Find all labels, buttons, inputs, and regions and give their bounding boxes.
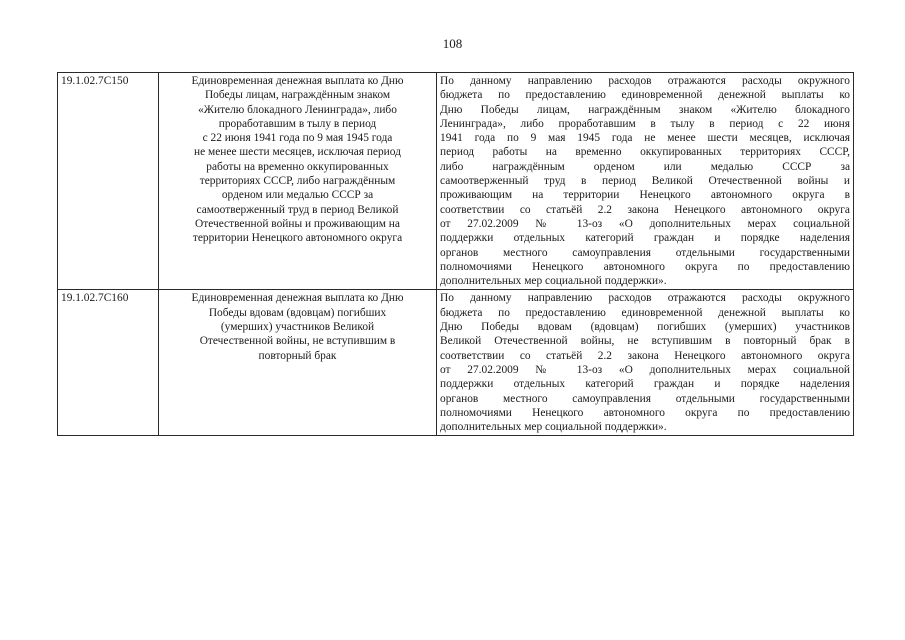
description-line: 1941 года по 9 мая 1945 года не менее шести месяцев, исключая xyxy=(440,132,850,145)
description-line: дополнительных мер социальной поддержки». xyxy=(440,275,667,288)
expense-code-cell xyxy=(58,290,159,436)
description-line: соответствии со статьёй 2.2 закона Ненецкого автономного округа xyxy=(440,349,850,362)
budget-classification-table xyxy=(57,72,854,436)
description-line: полномочиями Ненецкого автономного округа по предоставлению xyxy=(440,406,850,419)
expense-name-line: Отечественной войны, не вступившим в xyxy=(199,335,396,348)
expense-description-cell xyxy=(437,73,854,290)
expense-code: 19.1.02.7С160 xyxy=(61,292,129,305)
table-row xyxy=(58,73,854,290)
expense-name-line: территориях СССР, либо награждённым xyxy=(199,175,396,188)
description-line: либо награждённым орденом или медалью СССР за xyxy=(440,160,850,173)
expense-name-line: проработавшим в тылу в период xyxy=(218,117,377,130)
description-line: бюджета по предоставлению единовременной денежной выплаты ко xyxy=(440,306,850,319)
page-number: 108 xyxy=(442,36,463,51)
description-line: органов местного самоуправления отдельными государственными xyxy=(440,246,850,259)
expense-name-cell xyxy=(159,73,437,290)
expense-name-line: Единовременная денежная выплата ко Дню xyxy=(191,75,404,87)
expense-name-line: Отечественной войны и проживающим на xyxy=(195,217,400,230)
expense-name-line: с 22 июня 1941 года по 9 мая 1945 года xyxy=(202,132,393,145)
expense-name-cell xyxy=(159,290,437,436)
description-line: бюджета по предоставлению единовременной денежной выплаты ко xyxy=(440,89,850,102)
description-line: период работы на временно оккупированных территориях СССР, xyxy=(440,146,850,159)
expense-name-line: «Жителю блокадного Ленинграда», либо xyxy=(198,103,397,116)
description-line: от 27.02.2009 № 13-оз «О дополнительных мерах социальной xyxy=(440,363,850,376)
description-line: самоотверженный труд в период Великой Отечественной войны и xyxy=(440,175,850,188)
expense-name-line: работы на временно оккупированных xyxy=(206,160,389,173)
expense-name-line: Единовременная денежная выплата ко Дню xyxy=(191,292,404,305)
description-line: Великой Отечественной войны, не вступившим в повторный брак в xyxy=(440,335,850,348)
table-row xyxy=(58,290,854,436)
expense-name-line: орденом или медалью СССР за xyxy=(221,189,374,202)
expense-name-line: территории Ненецкого автономного округа xyxy=(192,232,403,245)
description-line: от 27.02.2009 № 13-оз «О дополнительных мерах социальной xyxy=(440,217,850,230)
expense-name-line: Победы лицам, награждённым знаком xyxy=(204,89,391,102)
expense-name-line: самоотверженный труд в период Великой xyxy=(196,203,399,216)
description-line: Дню Победы вдовам (вдовцам) погибших (умерших) участников xyxy=(440,321,850,334)
description-line: дополнительных мер социальной поддержки». xyxy=(440,421,667,434)
description-line: Ленинграда», либо проработавшим в тылу в период с 22 июня xyxy=(440,117,850,130)
description-line: Дню Победы лицам, награждённым знаком «Жителю блокадного xyxy=(440,103,850,116)
description-line: проживающим на территории Ненецкого автономного округа в xyxy=(440,189,850,202)
description-line: По данному направлению расходов отражаются расходы окружного xyxy=(440,292,850,305)
description-line: соответствии со статьёй 2.2 закона Ненецкого автономного округа xyxy=(440,203,850,216)
description-line: поддержки отдельных категорий граждан и порядке наделения xyxy=(440,378,850,391)
expense-name-line: не менее шести месяцев, исключая период xyxy=(194,146,401,159)
expense-description-cell xyxy=(437,290,854,436)
expense-code: 19.1.02.7С150 xyxy=(61,75,129,87)
description-line: поддержки отдельных категорий граждан и порядке наделения xyxy=(440,232,850,245)
description-line: органов местного самоуправления отдельными государственными xyxy=(440,392,850,405)
expense-name-line: повторный брак xyxy=(258,349,337,362)
description-line: По данному направлению расходов отражаются расходы окружного xyxy=(440,75,850,87)
expense-name-line: Победы вдовам (вдовцам) погибших xyxy=(208,306,387,319)
expense-code-cell xyxy=(58,73,159,290)
expense-name-line: (умерших) участников Великой xyxy=(220,321,375,334)
description-line: полномочиями Ненецкого автономного округа по предоставлению xyxy=(440,260,850,273)
